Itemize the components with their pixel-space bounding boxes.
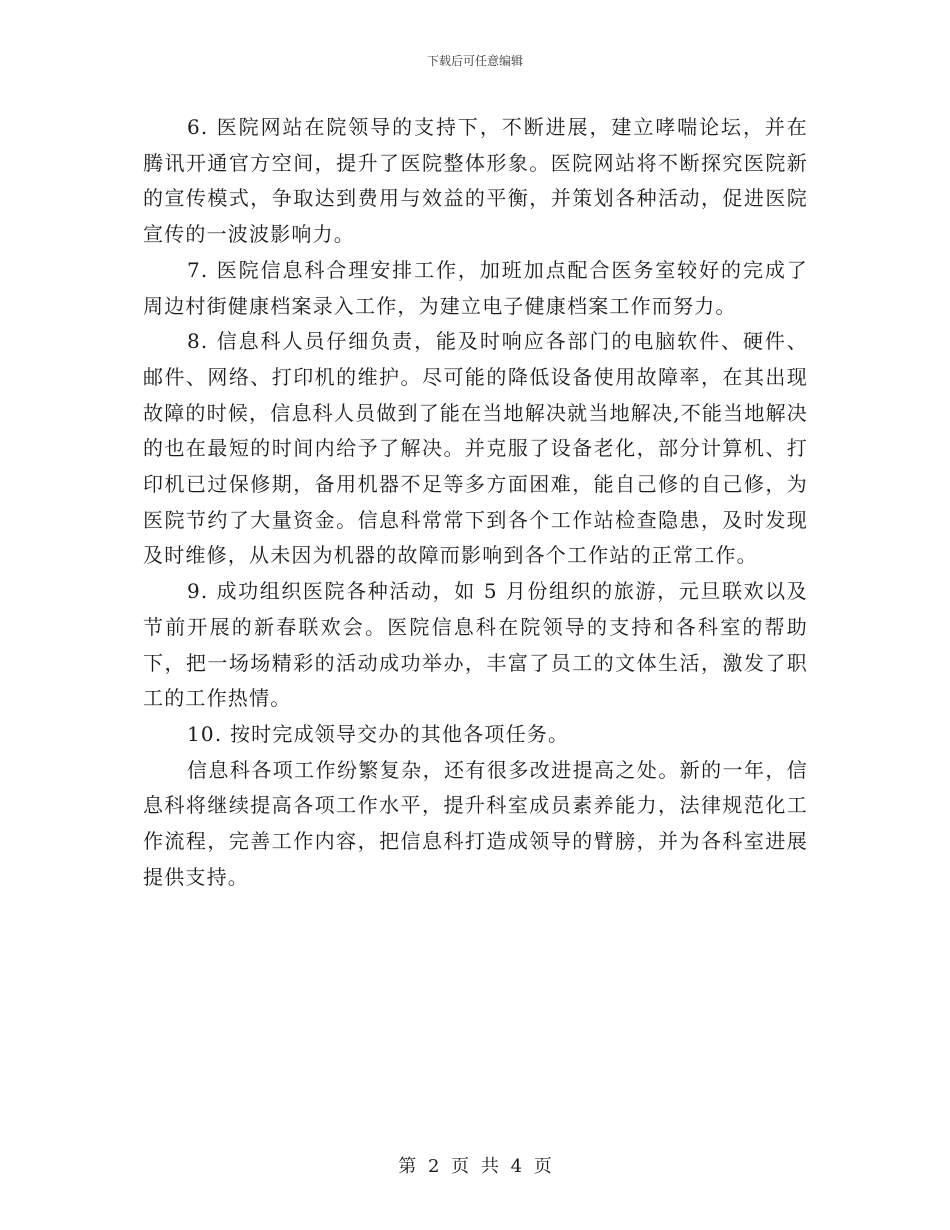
paragraph-item-7: 7. 医院信息科合理安排工作，加班加点配合医务室较好的完成了周边村街健康档案录入工作，为建立电子健康档案工作而努力。 [143,257,808,318]
page-number-footer: 第 2 页 共 4 页 [398,1156,552,1177]
paragraph-item-8: 8. 信息科人员仔细负责，能及时响应各部门的电脑软件、硬件、邮件、网络、打印机的维护。尽可能的降低设备使用故障率，在其出现故障的时候，信息科人员做到了能在当地解决就当地解决,不能当地解决的也在最短的时间内给予了解决。并克服了设备老化，部分计算机、打印机已过保修期，备用机器不足等多方面困难，能自己修的自己修，为医院节约了大量资金。信息科常常下到各个工作站检查隐患，及时发现及时维修，从未因为机器的故障而影响到各个工作站的正常工作。 [143,329,808,568]
document-body [143,110,808,895]
paragraph-item-6: 6. 医院网站在院领导的支持下，不断进展，建立哮喘论坛，并在腾讯开通官方空间，提升了医院整体形象。医院网站将不断探究医院新的宣传模式，争取达到费用与效益的平衡，并策划各种活动，促进医院宣传的一波波影响力。 [143,115,808,247]
paragraph-item-10: 10. 按时完成领导交办的其他各项任务。 [187,721,570,746]
paragraph-summary: 信息科各项工作纷繁复杂，还有很多改进提高之处。新的一年，信息科将继续提高各项工作水平，提升科室成员素养能力，法律规范化工作流程，完善工作内容，把信息科打造成领导的臂膀，并为各科室进展提供支持。 [143,757,808,889]
page-header-note: 下载后可任意编辑 [426,54,523,68]
paragraph-item-9: 9. 成功组织医院各种活动，如 5 月份组织的旅游，元旦联欢以及节前开展的新春联欢会。医院信息科在院领导的支持和各科室的帮助下，把一场场精彩的活动成功举办，丰富了员工的文体生活，激发了职工的工作热情。 [143,579,808,711]
